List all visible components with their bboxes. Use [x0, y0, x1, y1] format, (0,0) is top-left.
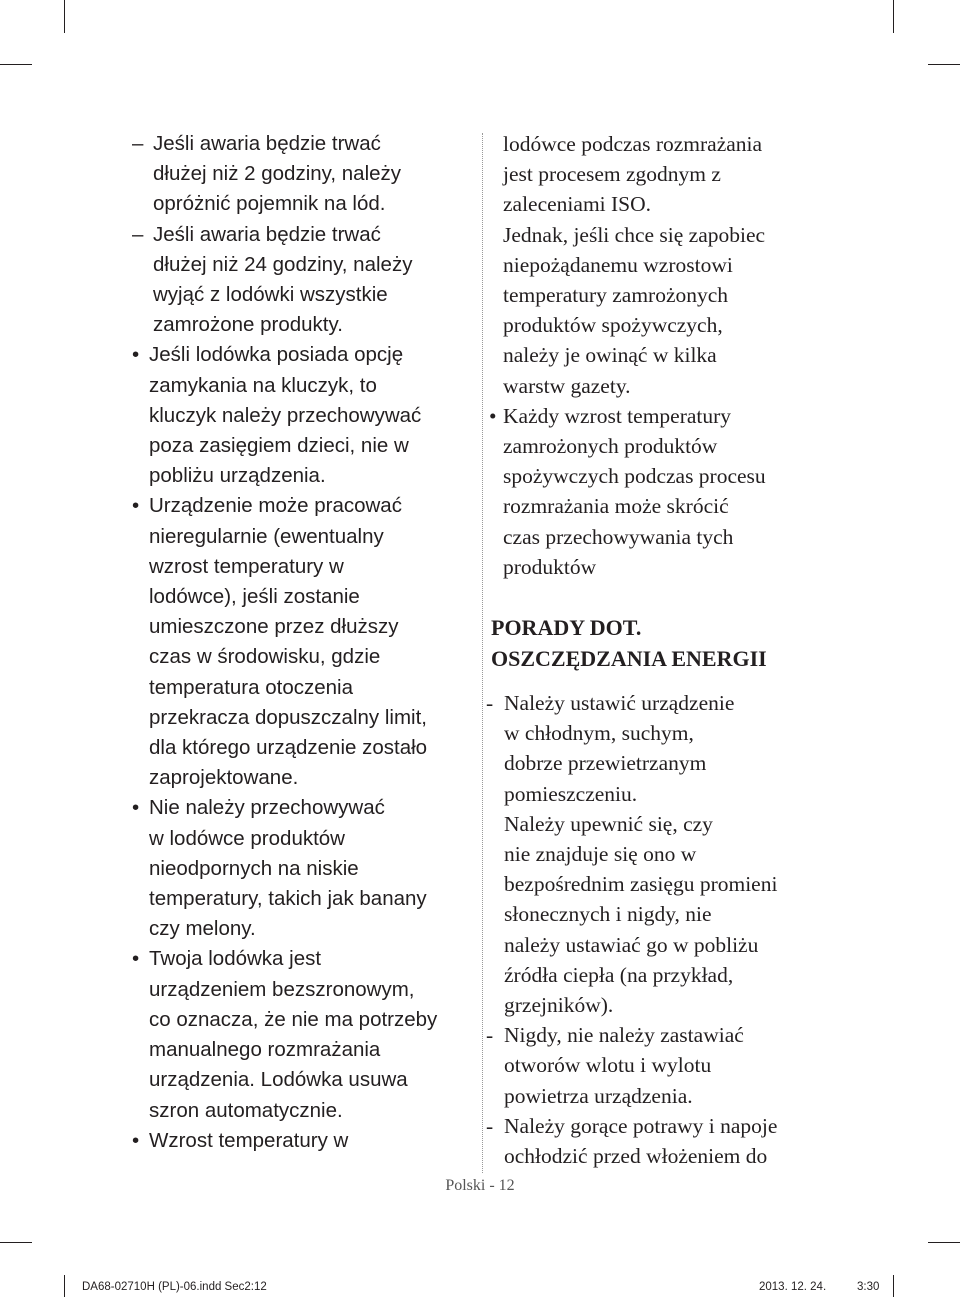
text-line: temperatura otoczenia	[149, 675, 353, 699]
bullet-marker: •	[132, 796, 140, 820]
left-column	[132, 129, 472, 1156]
text-line: dłużej niż 2 godziny, należy	[153, 162, 402, 186]
text-line: Należy upewnić się, czy	[504, 811, 713, 836]
text-line: produktów spożywczych,	[503, 313, 723, 338]
text-line: wyjąć z lodówki wszystkie	[153, 283, 388, 307]
right-column	[486, 129, 831, 1171]
text-line: należy ustawiać go w pobliżu	[504, 932, 759, 957]
list-item	[132, 129, 472, 220]
crop-mark-top-right	[893, 0, 894, 33]
text-line: otworów wlotu i wylotu	[504, 1053, 712, 1078]
text-line: temperatury zamrożonych	[503, 283, 729, 308]
bullet-marker: •	[132, 343, 140, 367]
text-line: ochłodzić przed włożeniem do	[504, 1144, 768, 1169]
list-item	[486, 688, 831, 1020]
text-line: dłużej niż 24 godziny, należy	[153, 252, 413, 276]
list-item	[486, 1111, 831, 1171]
crop-mark-left-top	[0, 64, 32, 65]
bullet-marker: •	[489, 403, 497, 428]
text-line: zamrożonych produktów	[503, 434, 718, 459]
bullet-marker: •	[132, 1128, 140, 1152]
text-line: zamykania na kluczyk, to	[149, 373, 377, 397]
hyphen-marker: -	[486, 1023, 494, 1048]
text-line: Jeśli awaria będzie trwać	[153, 132, 381, 155]
text-line: dla którego urządzenie zostało	[149, 736, 428, 760]
dash-marker: –	[132, 132, 144, 155]
text-line: rozmrażania może skrócić	[503, 494, 729, 519]
hyphen-marker: -	[486, 691, 494, 716]
hyphen-marker: -	[486, 1113, 494, 1138]
dash-marker: –	[132, 222, 144, 246]
text-line: Twoja lodówka jest	[149, 947, 322, 971]
list-item	[486, 401, 831, 582]
text-line: nieodpornych na niskie	[149, 856, 359, 880]
text-line: kluczyk należy przechowywać	[149, 403, 422, 427]
text-line: poza zasięgiem dzieci, nie w	[149, 434, 409, 458]
text-line: zaleceniami ISO.	[503, 192, 652, 217]
text-line: w lodówce produktów	[149, 826, 345, 850]
text-line: dobrze przewietrzanym	[504, 751, 707, 776]
text-line: lodówce podczas rozmrażania	[503, 132, 763, 156]
text-line: Nigdy, nie należy zastawiać	[504, 1023, 744, 1048]
list-item	[132, 793, 472, 944]
text-line: produktów	[503, 554, 597, 579]
text-line: zamrożone produkty.	[153, 313, 343, 337]
text-line: Nie należy przechowywać	[149, 796, 385, 820]
text-line: co oznacza, że nie ma potrzeby	[149, 1007, 438, 1031]
text-line: lodówce), jeśli zostanie	[149, 585, 360, 609]
text-line: Należy gorące potrawy i napoje	[504, 1113, 778, 1138]
list-item	[132, 944, 472, 1125]
list-item	[132, 491, 472, 793]
list-item	[132, 220, 472, 341]
text-line: spożywczych podczas procesu	[503, 464, 766, 489]
slug-time: 3:30	[857, 1281, 880, 1293]
text-line: czas przechowywania tych	[503, 524, 734, 549]
text-line: szron automatycznie.	[149, 1098, 343, 1122]
slug-divider	[64, 1275, 65, 1297]
text-line: temperatury, takich jak banany	[149, 887, 427, 911]
list-item	[132, 1126, 472, 1156]
text-line: nieregularnie (ewentualny	[149, 524, 384, 548]
text-line: Wzrost temperatury w	[149, 1128, 349, 1152]
text-line: nie znajduje się ono w	[504, 842, 697, 867]
page-number: Polski - 12	[445, 1177, 515, 1194]
crop-mark-top-left	[64, 0, 65, 33]
text-line: Należy ustawić urządzenie	[504, 691, 735, 716]
text-line: niepożądanemu wzrostowi	[503, 252, 733, 277]
text-line: bezpośrednim zasięgu promieni	[504, 872, 778, 897]
text-line: należy je owinąć w kilka	[503, 343, 717, 368]
text-line: warstw gazety.	[503, 373, 631, 398]
text-line: Jeśli awaria będzie trwać	[153, 222, 381, 246]
text-line: opróżnić pojemnik na lód.	[153, 192, 386, 216]
text-line: Jednak, jeśli chce się zapobiec	[503, 222, 766, 247]
list-item	[132, 340, 472, 491]
text-line: Jeśli lodówka posiada opcję	[149, 343, 404, 367]
crop-mark-right-top	[928, 64, 960, 65]
text-line: Każdy wzrost temperatury	[503, 403, 732, 428]
crop-mark-left-bottom	[0, 1242, 32, 1243]
text-line: jest procesem zgodnym z	[503, 162, 721, 187]
section-heading	[491, 612, 831, 674]
bullet-marker: •	[132, 494, 140, 518]
crop-mark-right-bottom	[928, 1242, 960, 1243]
heading-line: PORADY DOT.	[491, 615, 642, 641]
heading-line: OSZCZĘDZANIA ENERGII	[491, 646, 767, 672]
slug-file-name: DA68-02710H (PL)-06.indd Sec2:12	[82, 1281, 267, 1293]
text-line: pobliżu urządzenia.	[149, 464, 326, 488]
list-item	[486, 1020, 831, 1111]
text-line: Urządzenie może pracować	[149, 494, 402, 518]
text-line: urządzeniem bezszronowym,	[149, 977, 415, 1001]
text-line: w chłodnym, suchym,	[504, 721, 694, 746]
text-line: urządzenia. Lodówka usuwa	[149, 1068, 408, 1092]
text-line: wzrost temperatury w	[149, 554, 344, 578]
text-line: przekracza dopuszczalny limit,	[149, 705, 427, 729]
continuation-paragraph	[486, 129, 831, 401]
text-line: czas w środowisku, gdzie	[149, 645, 381, 669]
text-line: źródła ciepła (na przykład,	[504, 962, 734, 987]
text-line: zaprojektowane.	[149, 766, 299, 790]
slug-date: 2013. 12. 24.	[759, 1281, 827, 1293]
text-line: manualnego rozmrażania	[149, 1038, 381, 1062]
text-line: pomieszczeniu.	[504, 781, 638, 806]
column-divider	[482, 133, 483, 1173]
slug-divider	[893, 1275, 894, 1297]
text-line: słonecznych i nigdy, nie	[504, 902, 712, 927]
text-line: grzejników).	[504, 993, 614, 1018]
text-line: powietrza urządzenia.	[504, 1083, 693, 1108]
bullet-marker: •	[132, 947, 140, 971]
text-line: czy melony.	[149, 917, 256, 941]
text-line: umieszczone przez dłuższy	[149, 615, 399, 639]
